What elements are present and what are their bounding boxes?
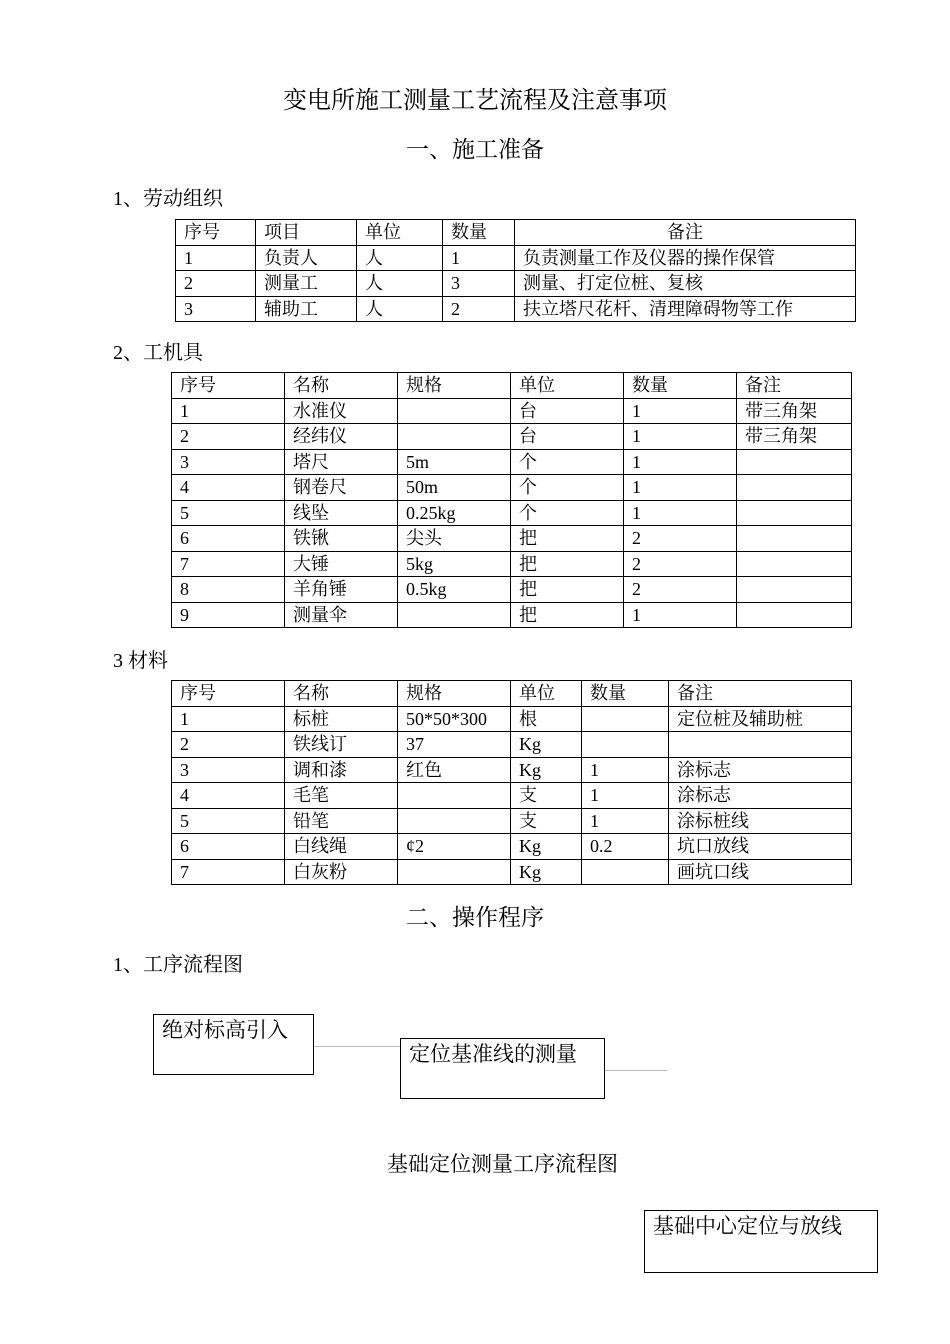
header-cell: 数量 bbox=[443, 220, 515, 246]
table-cell: 2 bbox=[624, 551, 737, 577]
table-cell: 2 bbox=[172, 424, 285, 450]
table-cell: 支 bbox=[511, 808, 582, 834]
table-cell bbox=[737, 577, 852, 603]
header-cell: 备注 bbox=[669, 681, 852, 707]
flow-caption: 基础定位测量工序流程图 bbox=[387, 1152, 618, 1176]
table-cell: 1 bbox=[443, 245, 515, 271]
table-cell: 扶立塔尺花杆、清理障碍物等工作 bbox=[515, 296, 856, 322]
materials-heading: 3 材料 bbox=[113, 650, 168, 672]
flow-box-elevation: 绝对标高引入 bbox=[153, 1014, 314, 1075]
table-cell: 7 bbox=[172, 551, 285, 577]
table-row bbox=[172, 577, 852, 603]
table-row bbox=[172, 526, 852, 552]
table-cell: 1 bbox=[172, 706, 285, 732]
table-cell: 铁线订 bbox=[285, 732, 398, 758]
table-cell: 1 bbox=[582, 757, 669, 783]
table-row bbox=[172, 500, 852, 526]
flow-box-baseline: 定位基准线的测量 bbox=[400, 1038, 605, 1099]
flow-heading: 1、工序流程图 bbox=[113, 954, 243, 976]
table-cell: 白灰粉 bbox=[285, 859, 398, 885]
table-cell: 1 bbox=[624, 602, 737, 628]
table-cell: 2 bbox=[624, 526, 737, 552]
table-cell: 5 bbox=[172, 808, 285, 834]
table-cell: 1 bbox=[176, 245, 256, 271]
table-cell: 1 bbox=[624, 500, 737, 526]
header-cell: 备注 bbox=[737, 373, 852, 399]
table-cell: 2 bbox=[176, 271, 256, 297]
table-row bbox=[172, 398, 852, 424]
table-cell: 涂标志 bbox=[669, 757, 852, 783]
table-cell: 把 bbox=[511, 602, 624, 628]
table-cell: 塔尺 bbox=[285, 449, 398, 475]
table-cell: 毛笔 bbox=[285, 783, 398, 809]
header-cell: 项目 bbox=[256, 220, 357, 246]
table-cell: 3 bbox=[176, 296, 256, 322]
table-row bbox=[172, 757, 852, 783]
header-cell: 规格 bbox=[398, 373, 511, 399]
table-cell: 6 bbox=[172, 834, 285, 860]
table-cell: 1 bbox=[624, 475, 737, 501]
table-cell bbox=[398, 859, 511, 885]
header-cell: 名称 bbox=[285, 681, 398, 707]
table-cell bbox=[582, 859, 669, 885]
table-cell: Kg bbox=[511, 834, 582, 860]
table-cell bbox=[737, 602, 852, 628]
table-cell: 9 bbox=[172, 602, 285, 628]
table-cell: 0.2 bbox=[582, 834, 669, 860]
table-cell: 50m bbox=[398, 475, 511, 501]
table-cell bbox=[737, 475, 852, 501]
table-cell: 0.5kg bbox=[398, 577, 511, 603]
table-cell bbox=[582, 732, 669, 758]
table-cell: 2 bbox=[443, 296, 515, 322]
table-cell: 1 bbox=[624, 424, 737, 450]
table-cell: 人 bbox=[357, 271, 443, 297]
table-cell: 1 bbox=[172, 398, 285, 424]
table-row bbox=[172, 808, 852, 834]
table-cell: 50*50*300 bbox=[398, 706, 511, 732]
table-cell: 8 bbox=[172, 577, 285, 603]
table-cell: 个 bbox=[511, 449, 624, 475]
page-title: 变电所施工测量工艺流程及注意事项 bbox=[283, 88, 667, 114]
table-cell: 37 bbox=[398, 732, 511, 758]
table-cell bbox=[582, 706, 669, 732]
table-cell: 铁锹 bbox=[285, 526, 398, 552]
flow-connector bbox=[314, 1046, 400, 1047]
table-row bbox=[172, 551, 852, 577]
table-cell: 测量伞 bbox=[285, 602, 398, 628]
table-cell: 涂标桩线 bbox=[669, 808, 852, 834]
table-row bbox=[172, 475, 852, 501]
table-cell: 台 bbox=[511, 398, 624, 424]
table-cell: 带三角架 bbox=[737, 424, 852, 450]
header-cell: 序号 bbox=[172, 681, 285, 707]
table-row bbox=[176, 296, 856, 322]
table-cell: 坑口放线 bbox=[669, 834, 852, 860]
table-cell: 个 bbox=[511, 500, 624, 526]
table-cell: 涂标志 bbox=[669, 783, 852, 809]
table-row bbox=[172, 859, 852, 885]
tools-heading: 2、工机具 bbox=[113, 342, 203, 364]
table-cell: 水准仪 bbox=[285, 398, 398, 424]
table-header-row bbox=[172, 681, 852, 707]
section-heading-ops: 二、操作程序 bbox=[406, 905, 544, 930]
table-cell bbox=[669, 732, 852, 758]
header-cell: 序号 bbox=[172, 373, 285, 399]
table-cell bbox=[398, 602, 511, 628]
table-row bbox=[172, 706, 852, 732]
table-cell: 1 bbox=[582, 808, 669, 834]
table-cell: 5kg bbox=[398, 551, 511, 577]
table-cell: 经纬仪 bbox=[285, 424, 398, 450]
table-cell bbox=[398, 808, 511, 834]
table-cell: 红色 bbox=[398, 757, 511, 783]
table-cell bbox=[398, 398, 511, 424]
header-cell: 备注 bbox=[515, 220, 856, 246]
table-cell: 羊角锤 bbox=[285, 577, 398, 603]
table-cell: 带三角架 bbox=[737, 398, 852, 424]
header-cell: 数量 bbox=[582, 681, 669, 707]
table-cell: 标桩 bbox=[285, 706, 398, 732]
header-cell: 规格 bbox=[398, 681, 511, 707]
table-cell: Kg bbox=[511, 859, 582, 885]
table-cell: 4 bbox=[172, 475, 285, 501]
header-cell: 单位 bbox=[511, 681, 582, 707]
tools-table bbox=[171, 372, 852, 628]
table-cell: 人 bbox=[357, 296, 443, 322]
table-cell: 0.25kg bbox=[398, 500, 511, 526]
header-cell: 单位 bbox=[511, 373, 624, 399]
table-cell bbox=[398, 783, 511, 809]
table-header-row bbox=[172, 373, 852, 399]
table-row bbox=[176, 245, 856, 271]
table-cell: 调和漆 bbox=[285, 757, 398, 783]
materials-table bbox=[171, 680, 852, 885]
table-row bbox=[172, 732, 852, 758]
table-cell: 大锤 bbox=[285, 551, 398, 577]
table-cell: 台 bbox=[511, 424, 624, 450]
labor-heading: 1、劳动组织 bbox=[113, 188, 223, 210]
table-header-row bbox=[176, 220, 856, 246]
table-cell: 铅笔 bbox=[285, 808, 398, 834]
table-cell: 把 bbox=[511, 577, 624, 603]
table-cell: 5m bbox=[398, 449, 511, 475]
table-cell: 线坠 bbox=[285, 500, 398, 526]
table-cell: 画坑口线 bbox=[669, 859, 852, 885]
table-row bbox=[172, 834, 852, 860]
table-cell: 人 bbox=[357, 245, 443, 271]
header-cell: 序号 bbox=[176, 220, 256, 246]
table-cell bbox=[737, 526, 852, 552]
table-cell: ¢2 bbox=[398, 834, 511, 860]
table-cell: 7 bbox=[172, 859, 285, 885]
table-cell: 支 bbox=[511, 783, 582, 809]
table-cell: 把 bbox=[511, 551, 624, 577]
table-cell bbox=[737, 500, 852, 526]
table-cell: 5 bbox=[172, 500, 285, 526]
labor-table bbox=[175, 219, 856, 322]
table-cell: 2 bbox=[172, 732, 285, 758]
table-cell: 测量工 bbox=[256, 271, 357, 297]
table-cell: 钢卷尺 bbox=[285, 475, 398, 501]
table-cell bbox=[737, 449, 852, 475]
table-cell: 辅助工 bbox=[256, 296, 357, 322]
table-cell: 3 bbox=[172, 757, 285, 783]
header-cell: 名称 bbox=[285, 373, 398, 399]
table-cell: 尖头 bbox=[398, 526, 511, 552]
table-row bbox=[172, 449, 852, 475]
table-cell: 根 bbox=[511, 706, 582, 732]
table-cell: 1 bbox=[624, 449, 737, 475]
table-row bbox=[172, 602, 852, 628]
table-cell: 3 bbox=[443, 271, 515, 297]
header-cell: 单位 bbox=[357, 220, 443, 246]
table-cell: 白线绳 bbox=[285, 834, 398, 860]
table-row bbox=[176, 271, 856, 297]
table-cell: Kg bbox=[511, 732, 582, 758]
table-cell: 6 bbox=[172, 526, 285, 552]
table-cell bbox=[398, 424, 511, 450]
table-cell: Kg bbox=[511, 757, 582, 783]
table-row bbox=[172, 424, 852, 450]
header-cell: 数量 bbox=[624, 373, 737, 399]
table-cell: 个 bbox=[511, 475, 624, 501]
table-cell: 3 bbox=[172, 449, 285, 475]
table-cell: 把 bbox=[511, 526, 624, 552]
flow-box-foundation: 基础中心定位与放线 bbox=[644, 1210, 878, 1273]
table-cell: 负责人 bbox=[256, 245, 357, 271]
table-cell: 测量、打定位桩、复核 bbox=[515, 271, 856, 297]
table-row bbox=[172, 783, 852, 809]
table-cell: 1 bbox=[582, 783, 669, 809]
table-cell: 定位桩及辅助桩 bbox=[669, 706, 852, 732]
table-cell: 负责测量工作及仪器的操作保管 bbox=[515, 245, 856, 271]
table-cell: 1 bbox=[624, 398, 737, 424]
table-cell bbox=[737, 551, 852, 577]
table-cell: 4 bbox=[172, 783, 285, 809]
section-heading-prep: 一、施工准备 bbox=[406, 137, 544, 162]
table-cell: 2 bbox=[624, 577, 737, 603]
flow-connector bbox=[605, 1070, 667, 1071]
